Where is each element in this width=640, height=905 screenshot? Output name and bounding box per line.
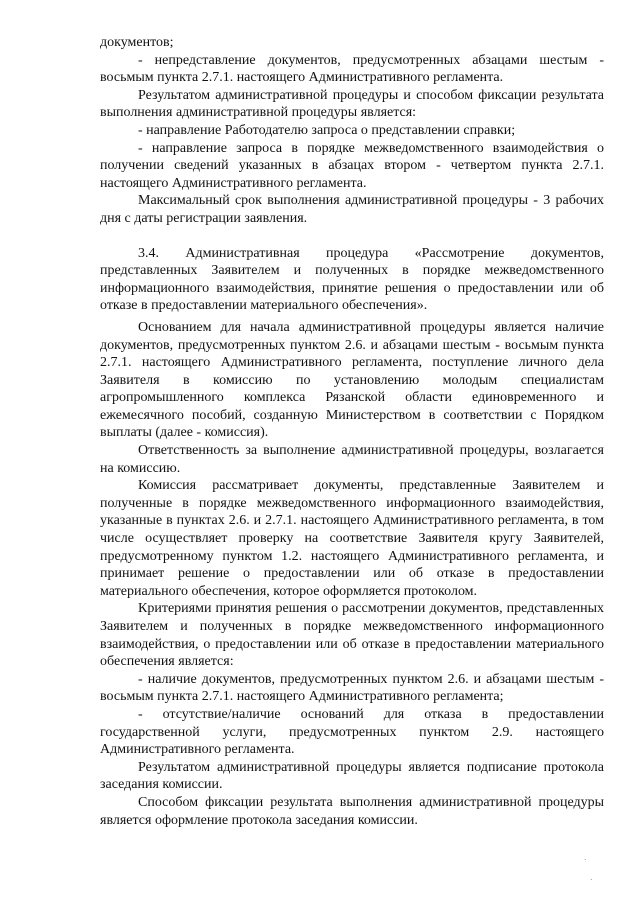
paragraph-result: Результатом административной процедуры является подписание протокола заседания комиссии.: [100, 759, 604, 793]
paragraph-basis: Основанием для начала административной процедуры является наличие документов, предусмотренных пунктом 2.6. и абзацами шестым - восьмым пункта 2.7.1. настоящего Административного регламента, поступление личного дела Заявителя в комиссию по установлению молодым специалистам агропромышленного комплекса Рязанской области единовременного и ежемесячного пособий, созданную Министерством в соответствии с Порядком выплаты (далее - комиссия).: [100, 319, 604, 441]
paragraph-responsibility: Ответственность за выполнение административной процедуры, возлагается на комиссию.: [100, 443, 604, 476]
paragraph-fixation: Способом фиксации результата выполнения административной процедуры является оформление протокола заседания комиссии.: [100, 794, 604, 828]
document-page: [100, 34, 604, 829]
scan-speck: .: [590, 873, 593, 882]
paragraph-list-item: - направление запроса в порядке межведомственного взаимодействия о получении сведений указанных в абзацах втором - четвертом пункта 2.7.1. настоящего Административного регламента.: [100, 140, 604, 191]
paragraph-criteria: Критериями принятия решения о рассмотрении документов, представленных Заявителем и полученных в порядке межведомственного информационного взаимодействия, о предоставлении или об отказе в предоставлении материального обеспечения является:: [100, 601, 604, 670]
paragraph-list-item: - непредставление документов, предусмотренных абзацами шестым - восьмым пункта 2.7.1. настоящего Административного регламента.: [100, 52, 604, 86]
paragraph-list-item: - направление Работодателю запроса о представлении справки;: [138, 122, 516, 138]
paragraph-commission: Комиссия рассматривает документы, представленные Заявителем и полученные в порядке межведомственного информационного взаимодействия, указанные в пунктах 2.6. и 2.7.1. настоящего Административного регламента, в том числе осуществляет проверку на соответствие Заявителя кругу Заявителей, предусмотренному пунктом 1.2. настоящего Административного регламента, и принимает решение о предоставлении или об отказе в предоставлении материального обеспечения, которое оформляется протоколом.: [100, 478, 604, 599]
paragraph-continuation: документов;: [100, 35, 174, 50]
scan-speck: .: [584, 853, 587, 862]
paragraph-result: Результатом административной процедуры и способом фиксации результата выполнения административной процедуры является:: [100, 87, 604, 121]
section-heading-3-4: 3.4. Административная процедура «Рассмотрение документов, представленных Заявителем и полученных в порядке межведомственного информационного взаимодействия, принятие решения о предоставлении или об отказе в предоставлении материального обеспечения».: [100, 245, 604, 314]
paragraph-list-item: - наличие документов, предусмотренных пунктом 2.6. и абзацами шестым - восьмым пункта 2.7.1. настоящего Административного регламента;: [100, 671, 604, 705]
paragraph-list-item: - отсутствие/наличие оснований для отказа в предоставлении государственной услуги, предусмотренных пунктом 2.9. настоящего Административного регламента.: [100, 706, 604, 758]
paragraph-deadline: Максимальный срок выполнения административной процедуры - 3 рабочих дня с даты регистрации заявления.: [100, 193, 604, 226]
